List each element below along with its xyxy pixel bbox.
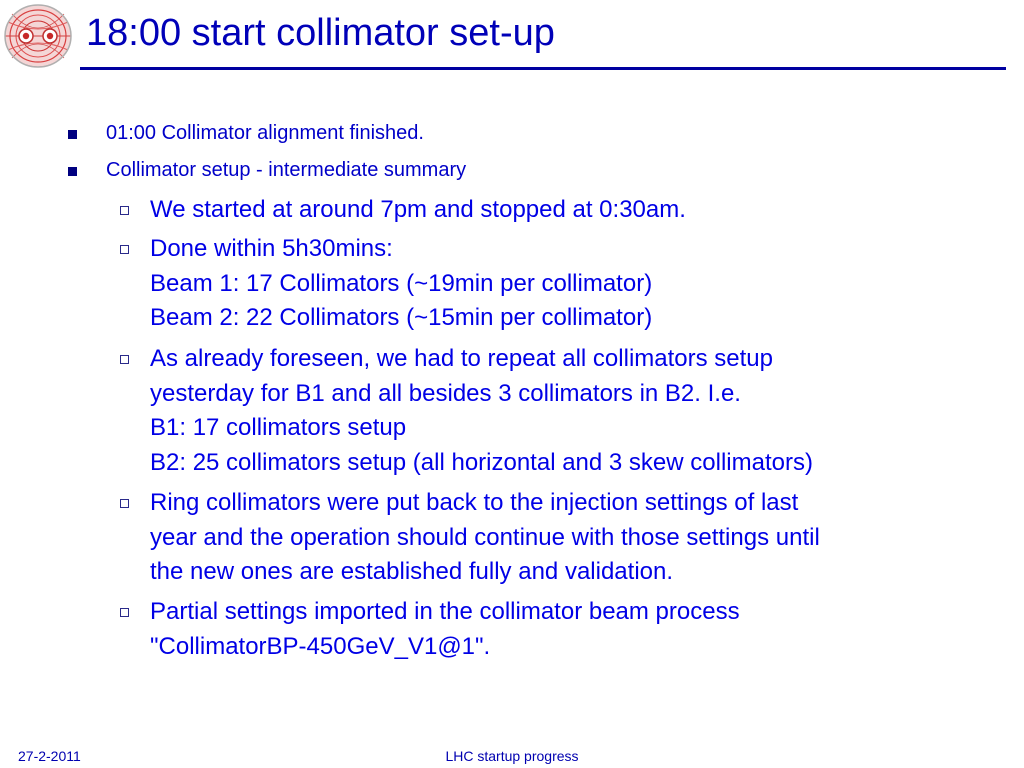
sub-bullet-line: Ring collimators were put back to the injection settings of last — [150, 489, 799, 516]
square-bullet-icon — [68, 130, 77, 139]
sub-bullet-item — [150, 486, 970, 590]
hollow-square-bullet-icon — [120, 355, 129, 364]
sub-bullet-line: We started at around 7pm and stopped at 0:30am. — [150, 196, 686, 223]
hollow-square-bullet-icon — [120, 608, 129, 617]
hollow-square-bullet-icon — [120, 245, 129, 254]
sub-bullet-item — [150, 595, 970, 664]
sub-bullet-line: Done within 5h30mins: — [150, 235, 393, 262]
hollow-square-bullet-icon — [120, 206, 129, 215]
sub-bullet-line: yesterday for B1 and all besides 3 collimators in B2. I.e. — [150, 379, 741, 407]
sub-bullet-item — [150, 342, 970, 480]
sub-bullet-line: Beam 2: 22 Collimators (~15min per collimator) — [150, 304, 653, 331]
sub-bullet-line: year and the operation should continue with those settings until — [150, 523, 820, 551]
footer-title: LHC startup progress — [445, 748, 579, 764]
sub-bullet-item — [150, 193, 970, 228]
bullet-item: Collimator setup - intermediate summary — [106, 159, 467, 181]
slide-title: 18:00 start collimator set-up — [86, 12, 555, 54]
sub-bullet-line: Beam 1: 17 Collimators (~19min per collimator) — [150, 269, 653, 297]
sub-bullet-line: B1: 17 collimators setup — [150, 414, 407, 441]
footer-date: 27-2-2011 — [18, 748, 81, 764]
sub-bullet-line: Partial settings imported in the collimator beam process — [150, 598, 740, 625]
sub-bullet-item — [150, 232, 970, 336]
sub-bullet-line: As already foreseen, we had to repeat all collimators setup — [150, 345, 774, 372]
hollow-square-bullet-icon — [120, 499, 129, 508]
square-bullet-icon — [68, 167, 77, 176]
bullet-item: 01:00 Collimator alignment finished. — [106, 122, 424, 144]
sub-bullet-line: the new ones are established fully and validation. — [150, 558, 674, 585]
sub-bullet-line: "CollimatorBP-450GeV_V1@1". — [150, 632, 491, 660]
sub-bullet-line: B2: 25 collimators setup (all horizontal and 3 skew collimators) — [150, 448, 813, 476]
